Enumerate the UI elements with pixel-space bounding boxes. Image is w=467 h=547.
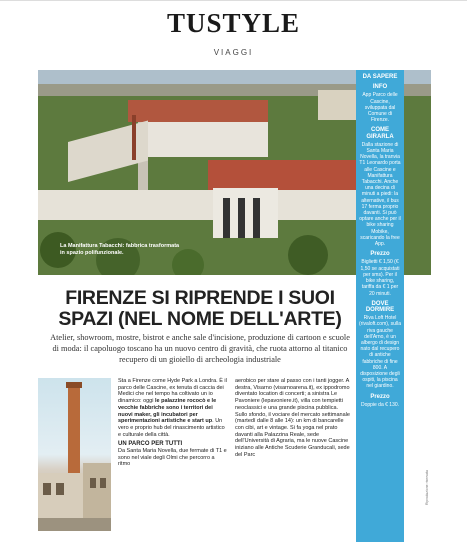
col1-text-c: . Un vero e proprio hub del rinascimento artistico e culturale della città. (118, 418, 225, 438)
article-column-2 (235, 378, 350, 458)
photo-credit: Riproduzione riservata (425, 470, 429, 506)
col1-subheading: UN PARCO PER TUTTI (118, 441, 183, 448)
sidebar-come-heading: COME GIRARLA (366, 127, 394, 140)
col1-text-bold: le palazzine rococò e le vecchie fabbriche sono i territori dei nuovi maker, gli incubatori per sperimentazioni artistiche e start up (118, 398, 217, 425)
sidebar-price-heading: Prezzo (370, 251, 390, 258)
sidebar-price2-heading: Prezzo (370, 393, 390, 400)
article-column-1 (118, 378, 228, 468)
col1-paragraph (118, 378, 228, 438)
sidebar-price-text: Biglietti € 1,50 (€ 1,50 se acquistati per sms). Per il bike sharing, tariffa da € 1 per 20 minuti. (360, 259, 400, 297)
top-rule (0, 0, 467, 1)
sidebar-info-heading: INFO (372, 84, 388, 91)
info-sidebar (356, 70, 404, 542)
col1-text-a: Sta a Firenze come Hyde Park a Londra. È il parco delle Cascine, ex tenuta di caccia dei Medici che nel tempo ha coltivato un io dinamico: oggi (118, 378, 227, 405)
sidebar-dove-text: Riva Loft Hotel (rivaloft.com), sulla riva gauche dell'Arno, è un albergo di design nato dal recupero di antiche fabbriche di fine 800. A disposizione degli ospiti, la piscina nel giardino. (359, 315, 401, 390)
col2-paragraph: aerobico per stare al passo con i tanti jogger. A destra, Visarno (visarnoarena.it), ex ippodromo diventato location di concerti; a sinistra Le Pavoniere (lepavoniere.it), villa con tempietti neoclassici e una grande piscina pubblica. Sullo sfondo, il vociare del mercato settimanale (martedì dalle 8 alle 14): un km di bancarelle con cibi, art e vintage. Si fa yoga nel prato davanti alla Palazzina Reale, sede dell'Università di Agraria, ma le nuove Cascine iniziano alle Antiche Scuderie Granducali, sede del Parc (235, 378, 350, 458)
sidebar-come-text: Dalla stazione di Santa Maria Novella, la tranvia T1 Leonardo porta alle Cascine e Manifattura Tabacchi. Anche una decina di minuti a piedi: la alternative, il bus 17 ferma proprio davanti. Si può optare anche per il bike sharing Mobike, scaricando la free App. (359, 141, 401, 248)
sidebar-info-text: App Parco delle Cascine, sviluppata dal Comune di Firenze. (362, 92, 398, 124)
article-subhead: Atelier, showroom, mostre, bistrot e anche sale d'incisione, produzione di cartoon e scuole di moda: il capoluogo toscano ha un nuovo centro di gravità, che ruota attorno al titanico recupero di un gioiello di archeologia industriale (50, 333, 350, 364)
section-label: VIAGGI (213, 48, 254, 57)
sidebar-title: DA SAPERE (362, 74, 398, 80)
magazine-masthead: TUSTYLE (166, 8, 301, 38)
chimney-photo (38, 378, 111, 531)
article-headline: FIRENZE SI RIPRENDE I SUOI SPAZI (NEL NOME DELL'ARTE) (58, 287, 342, 330)
sidebar-dove-heading: DOVE DORMIRE (365, 300, 395, 313)
sidebar-price2-text: Doppie da € 130. (360, 401, 400, 408)
col1-paragraph-2: Da Santa Maria Novella, due fermate di T1 e sono nel viale degli Olmi che percorro a ritmo (118, 448, 227, 468)
photo-caption: La Manifattura Tabacchi: fabbrica trasformata in spazio polifunzionale. (60, 243, 180, 256)
